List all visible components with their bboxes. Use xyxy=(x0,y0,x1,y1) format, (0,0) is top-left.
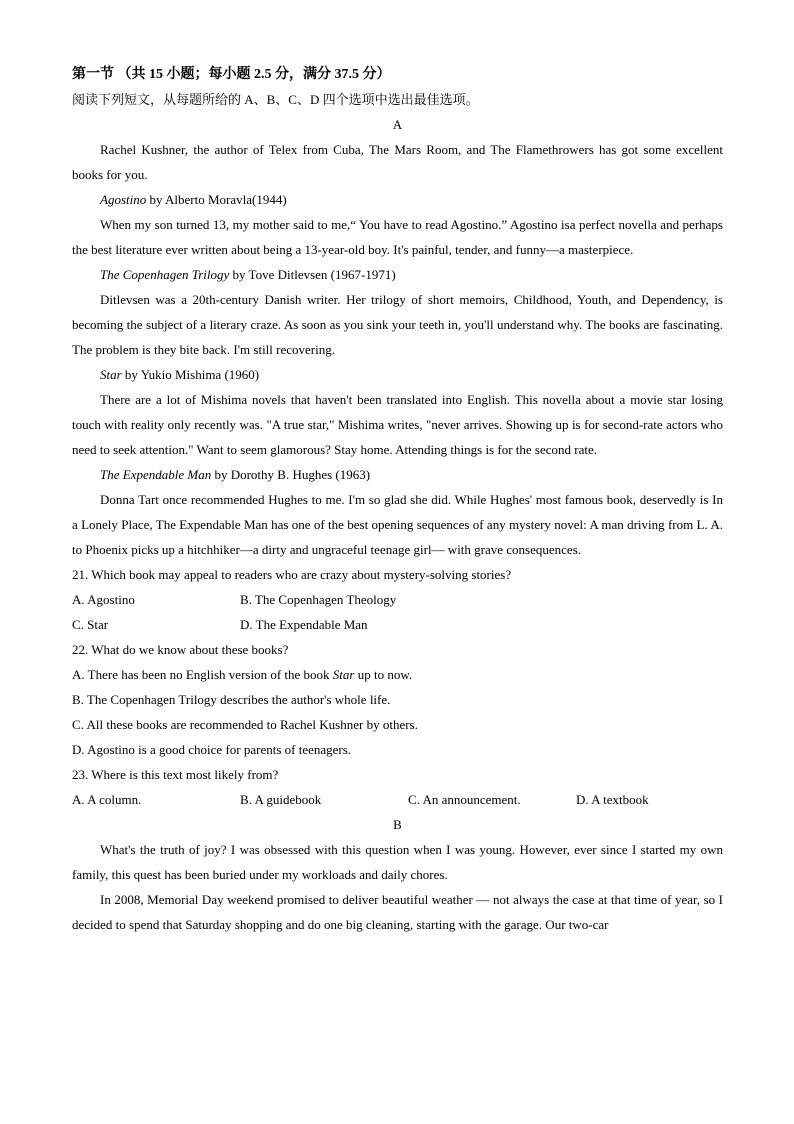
question-23-option-c: C. An announcement. xyxy=(408,792,521,807)
book-heading-copenhagen xyxy=(72,262,723,287)
question-23-option-b: B. A guidebook xyxy=(240,792,322,807)
option-text-end: up to now. xyxy=(354,667,413,682)
question-23-stem: 23. Where is this text most likely from? xyxy=(72,767,279,782)
question-21-option-d: D. The Expendable Man xyxy=(240,617,368,632)
instruction: 阅读下列短文，从每题所给的 A、B、C、D 四个选项中选出最佳选项。 xyxy=(72,92,479,107)
question-22-option-c: C. All these books are recommended to Rachel Kushner by others. xyxy=(72,717,418,732)
question-21-options-row-2 xyxy=(72,612,723,637)
question-21-option-a: A. Agostino xyxy=(72,592,135,607)
passage-b-paragraph-1: What's the truth of joy? I was obsessed with this question when I was young. However, ever since I started my own family, this quest has been buried under my workloads and daily chores. xyxy=(72,842,723,882)
passage-b-label: B xyxy=(393,817,402,832)
passage-a-label: A xyxy=(392,117,403,132)
option-emphasis: Star xyxy=(332,667,355,682)
book-review-copenhagen: Ditlevsen was a 20th-century Danish writer. Her trilogy of short memoirs, Childhood, Youth, and Dependency, is becoming the subject of a literary craze. As soon as you sink your teeth in, you'll understand why. The books are fascinating. The problem is they bite back. I'm still recovering. xyxy=(72,292,723,357)
book-title: Agostino xyxy=(100,192,147,207)
book-heading-expendable xyxy=(72,462,723,487)
option-text: A. There has been no English version of the book xyxy=(72,667,333,682)
book-heading-agostino xyxy=(72,187,723,212)
book-heading-star xyxy=(72,362,723,387)
book-review-expendable: Donna Tart once recommended Hughes to me. I'm so glad she did. While Hughes' most famous book, deservedly is In a Lonely Place, The Expendable Man has one of the best opening sequences of any mystery novel: A man driving from L. A. to Phoenix picks up a hitchhiker—a dirty and ungraceful teenage girl— with grave consequences. xyxy=(72,492,723,557)
question-22-stem: 22. What do we know about these books? xyxy=(72,642,289,657)
book-review-star: There are a lot of Mishima novels that haven't been translated into English. This novella about a movie star losing touch with reality only recently was. "A true star," Mishima writes, "never arrives. Showing up is for second-rate actors who need to seek attention." Want to seem glamorous? Stay home. Attending things is for the second rate. xyxy=(72,392,723,457)
question-23-option-a: A. A column. xyxy=(72,792,142,807)
book-byline: by Alberto Moravla(1944) xyxy=(146,192,287,207)
book-title: Star xyxy=(100,367,122,382)
question-22-option-d: D. Agostino is a good choice for parents of teenagers. xyxy=(72,742,352,757)
book-byline: by Dorothy B. Hughes (1963) xyxy=(211,467,371,482)
question-21-option-c: C. Star xyxy=(72,617,109,632)
question-21-options-row-1 xyxy=(72,587,723,612)
passage-b-paragraph-2: In 2008, Memorial Day weekend promised to deliver beautiful weather — not always the case at that time of year, so I decided to spend that Saturday shopping and do one big cleaning, starting with the garage. Our two-car xyxy=(72,892,723,932)
book-title: The Expendable Man xyxy=(100,467,212,482)
question-22-option-b: B. The Copenhagen Trilogy describes the author's whole life. xyxy=(72,692,391,707)
passage-a-intro: Rachel Kushner, the author of Telex from Cuba, The Mars Room, and The Flamethrowers has got some excellent books for you. xyxy=(72,142,723,182)
book-title: The Copenhagen Trilogy xyxy=(100,267,230,282)
section-title: 第一节 （共 15 小题；每小题 2.5 分，满分 37.5 分） xyxy=(72,67,391,82)
book-byline: by Tove Ditlevsen (1967-1971) xyxy=(229,267,396,282)
question-23-options-row xyxy=(72,787,723,812)
question-23-option-d: D. A textbook xyxy=(576,792,649,807)
book-byline: by Yukio Mishima (1960) xyxy=(121,367,260,382)
question-21-option-b: B. The Copenhagen Theology xyxy=(240,592,397,607)
question-21-stem: 21. Which book may appeal to readers who are crazy about mystery-solving stories? xyxy=(72,567,512,582)
book-review-agostino: When my son turned 13, my mother said to me,“ You have to read Agostino.” Agostino isa perfect novella and perhaps the best literature ever written about being a 13-year-old boy. It's painful, tender, and funny—a masterpiece. xyxy=(72,217,723,257)
question-22-option-a xyxy=(72,662,723,687)
